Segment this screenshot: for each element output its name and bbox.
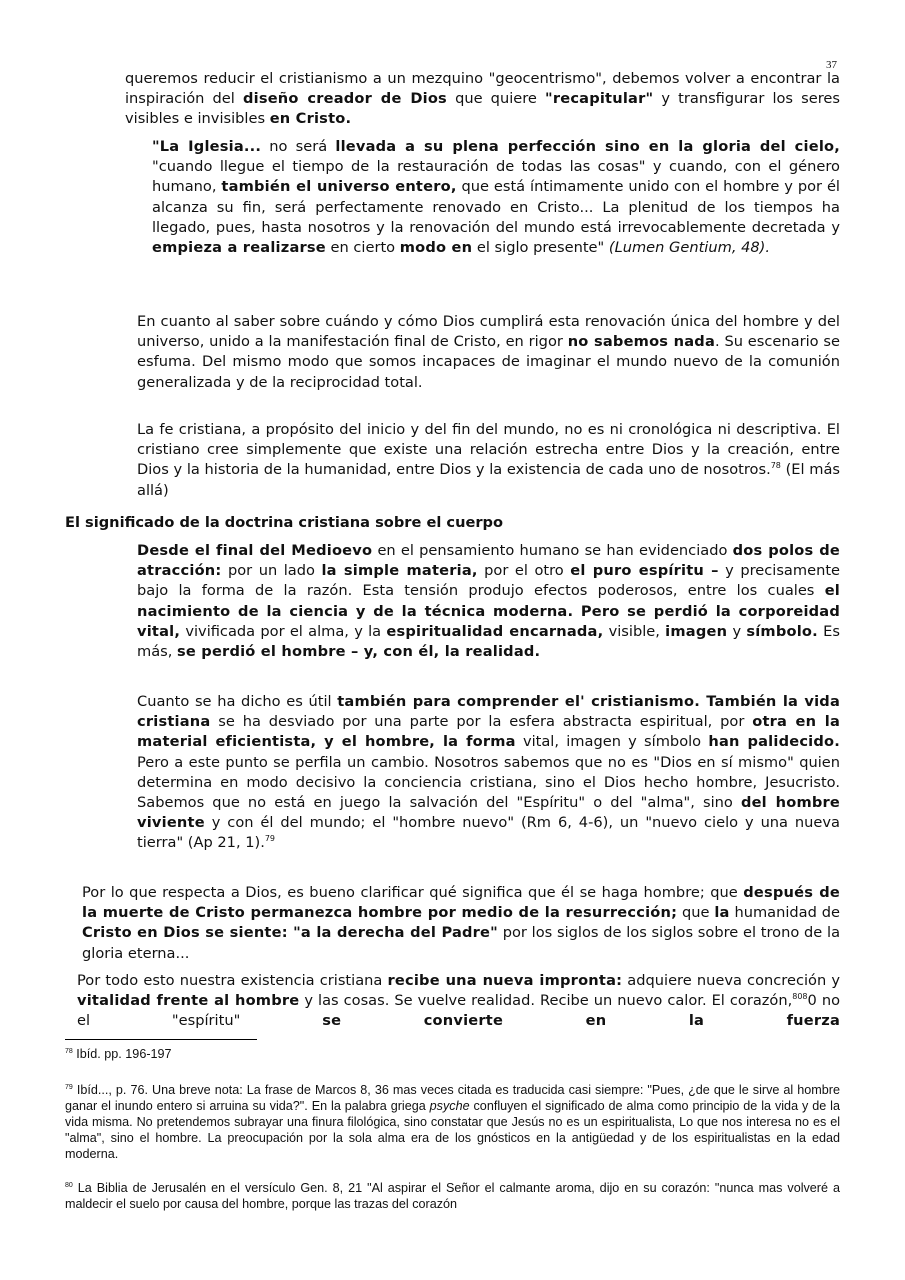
text-run: la simple materia, [321, 562, 478, 580]
text-run: se convierte en la fuerza [322, 1012, 840, 1030]
paragraph-christian-life [137, 692, 840, 854]
paragraph-intro [125, 69, 840, 130]
text-run: adquiere nueva concreción y [622, 972, 840, 989]
text-run: diseño creador de Dios [242, 90, 447, 108]
text-run: Por lo que respecta a Dios, es bueno clarificar qué significa que él se haga hombre; que [82, 884, 744, 901]
text-run: símbolo. [746, 622, 818, 640]
paragraph-faith [137, 420, 840, 501]
text-run: espiritualidad encarnada, [386, 622, 604, 640]
text-run: Ibíd..., p. 76. Una breve nota: La frase de Marcos 8, 36 mas veces citada es traducida casi siempre: "Pues, ¿de que le sirve al hombre ganar el inundo entero si arruina su vida?". En la palabra griega [65, 1083, 840, 1114]
text-run: se ha desviado por una parte por la esfera abstracta espiritual, por [210, 713, 753, 731]
footnote-reference: 78 [65, 1048, 73, 1055]
text-run: han palidecido. [708, 733, 840, 751]
text-run: empieza a realizarse [152, 239, 326, 257]
text-run: dos polos de atracción: [137, 542, 841, 580]
text-run: el siglo presente" [472, 239, 609, 257]
section-heading: El significado de la doctrina cristiana sobre el cuerpo [65, 514, 504, 531]
text-run: vital, imagen y símbolo [515, 733, 709, 751]
text-run: humanidad de [729, 904, 840, 922]
footnote-reference: 79 [264, 834, 276, 844]
page-number: 37 [826, 59, 837, 71]
text-run: imagen [665, 622, 728, 640]
text-run: vivificada por el alma, y la [180, 622, 387, 640]
text-run: que [677, 904, 715, 922]
text-run: (Lumen Gentium, 48). [608, 239, 771, 257]
text-run: y [727, 622, 747, 640]
text-run: en cierto [325, 239, 400, 257]
text-run: Por todo esto nuestra existencia cristiana [77, 972, 388, 989]
text-run: otra en la material eficientista, y el hombre, la forma [137, 713, 840, 751]
text-run: Cristo en Dios se siente: "a la derecha del Padre" [82, 924, 498, 942]
footnote-80 [65, 1180, 840, 1212]
text-run: "La Iglesia... [152, 138, 262, 155]
text-run: Es más, [137, 622, 840, 661]
text-run: que está íntimamente unido con el hombre y por él alcanza su fin, será perfectamente renovado en Cristo... La plenitud de los tiempos ha llegado, pues, hasta nosotros y la renovación del mundo está irrevocablemente decretada y [152, 178, 840, 236]
text-run: 0 no el "espíritu" [77, 992, 841, 1030]
text-run: Desde el final del Medioevo [137, 542, 373, 559]
paragraph-new-impronta [77, 971, 840, 1032]
text-run: confluyen el significado de alma como principio de la vida y de la vida misma. No pretendemos subrayar una finura filológica, sino constatar que Jesús no es un espiritualista, Lo que nos interesa no es el "alma", sino el hombre. La preocupación por la sola alma era de los gnósticos en la antigüedad y de los espiritualistas en la edad moderna. [65, 1099, 840, 1162]
text-run: del hombre viviente [137, 794, 840, 832]
text-run: "cuando llegue el tiempo de la restauración de todas las cosas" y cuando, con el género humano, [152, 158, 840, 196]
text-run: visible, [603, 622, 666, 640]
footnote-reference: 808 [792, 992, 808, 1002]
text-run: no será [261, 138, 336, 155]
text-run: llevada a su plena perfección sino en la gloria del cielo, [335, 138, 841, 155]
text-run: "recapitular" [545, 90, 654, 108]
text-run: (El más allá) [137, 461, 841, 499]
footnote-reference: 80 [65, 1182, 73, 1189]
quote-lumen-gentium [152, 137, 840, 258]
text-run: por los siglos de los siglos sobre el trono de la gloria eterna... [82, 924, 841, 962]
text-run: que quiere [446, 90, 546, 108]
footnote-reference: 78 [770, 461, 781, 471]
text-run: modo en [399, 239, 473, 257]
text-run: el puro espíritu – [570, 562, 719, 580]
paragraph-renovation [137, 312, 840, 393]
text-run: por un lado [221, 562, 322, 580]
paragraph-medioevo [137, 541, 840, 662]
footnote-79 [65, 1082, 840, 1162]
text-run: recibe una nueva impronta: [387, 972, 623, 989]
text-run: el nacimiento de la ciencia y de la técnica moderna. Pero se perdió la corporeidad vital, [137, 582, 840, 640]
text-run: y las cosas. Se vuelve realidad. Recibe un nuevo calor. El corazón, [299, 992, 793, 1010]
text-run: en Cristo. [269, 110, 352, 128]
footnote-divider [65, 1039, 257, 1040]
text-run: por el otro [477, 562, 571, 580]
paragraph-god-man [82, 883, 840, 964]
text-run: también para comprender el' cristianismo. También la vida cristiana [137, 693, 840, 731]
text-run: se perdió el hombre – y, con él, la realidad. [177, 643, 541, 661]
text-run: después de la muerte de Cristo permanezca hombre por medio de la resurrección; [82, 884, 840, 922]
text-run: psyche [429, 1099, 470, 1114]
text-run: Cuanto se ha dicho es útil [137, 693, 338, 710]
text-run: la [714, 904, 730, 922]
text-run: Ibíd. pp. 196-197 [72, 1047, 172, 1061]
footnote-reference: 79 [65, 1084, 73, 1091]
text-run: . Su escenario se esfuma. Del mismo modo que somos incapaces de imaginar el mundo nuevo de la comunión generalizada y de la reciprocidad total. [137, 333, 840, 391]
text-run: En cuanto al saber sobre cuándo y cómo Dios cumplirá esta renovación única del hombre y del universo, unido a la manifestación final de Cristo, en rigor [137, 313, 840, 351]
text-run: Pero a este punto se perfila un cambio. Nosotros sabemos que no es "Dios en sí mismo" quien determina en modo decisivo la conciencia cristiana, sino el Dios hecho hombre, Jesucristo. Sabemos que no está en juego la salvación del "Espíritu" o del "alma", sino [137, 753, 840, 812]
text-run: vitalidad frente al hombre [77, 992, 300, 1010]
footnote-78 [65, 1046, 840, 1062]
text-run: no sabemos nada [567, 333, 715, 351]
text-run: queremos reducir el cristianismo a un mezquino "geocentrismo", debemos volver a encontrar la inspiración del [125, 70, 840, 108]
text-run: y transfigurar los seres visibles e invisibles [125, 90, 840, 128]
text-run: en el pensamiento humano se han evidenciado [372, 542, 733, 559]
text-run: La fe cristiana, a propósito del inicio y del fin del mundo, no es ni cronológica ni descriptiva. El cristiano cree simplemente que existe una relación estrecha entre Dios y la creación, entre Dios y la historia de la humanidad, entre Dios y la existencia de cada uno de nosotros. [137, 421, 840, 479]
text-run: y precisamente bajo la forma de la razón. Esta tensión produjo efectos poderosos, entre los cuales [137, 562, 841, 600]
text-run: también el universo entero, [221, 178, 457, 196]
text-run: y con él del mundo; el "hombre nuevo" (Rm 6, 4-6), un "nuevo cielo y una nueva tierra" (Ap 21, 1). [137, 814, 840, 852]
text-run: La Biblia de Jerusalén en el versículo Gen. 8, 21 "Al aspirar el Señor el calmante aroma, dijo en su corazón: "nunca mas volveré a maldecir el suelo por causa del hombre, porque las trazas del corazón [65, 1181, 840, 1212]
